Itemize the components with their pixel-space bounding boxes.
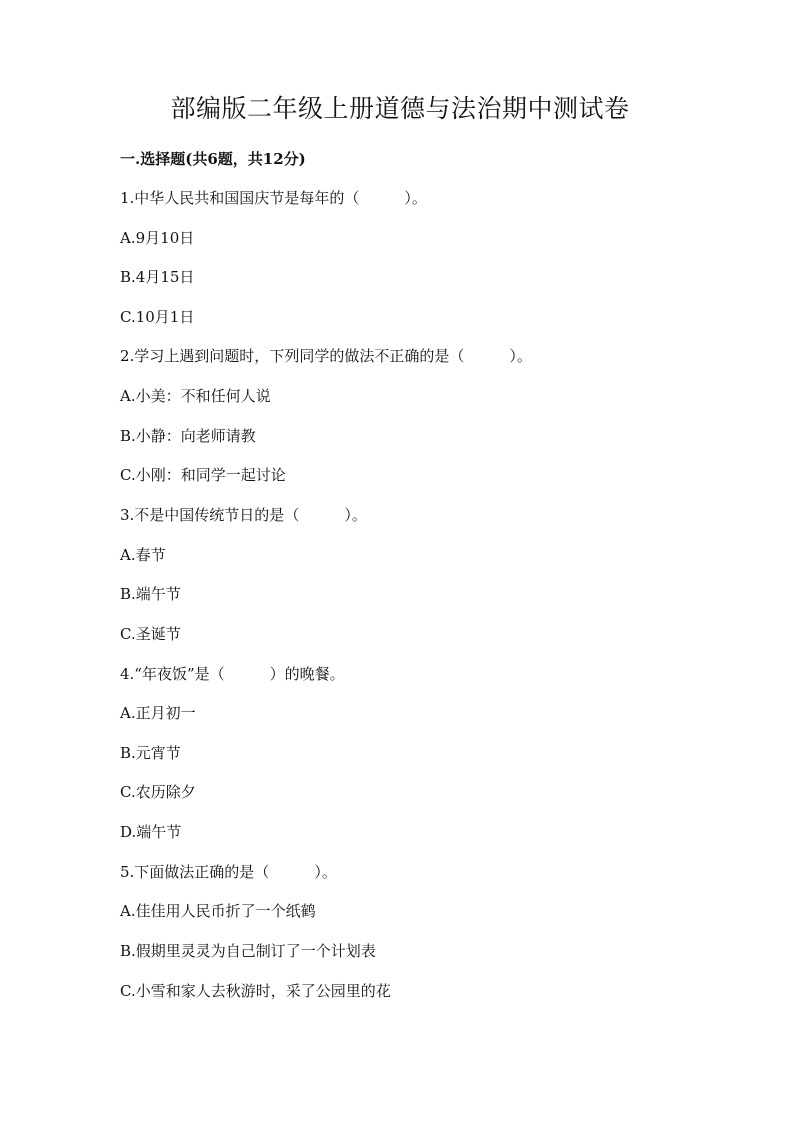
option-1a: A.9月10日 (120, 229, 195, 247)
option-4b: B.元宵节 (120, 744, 181, 762)
option-5c: C.小雪和家人去秋游时，采了公园里的花 (120, 982, 391, 1000)
option-3c: C.圣诞节 (120, 625, 181, 643)
option-1b: B.4月15日 (120, 268, 195, 286)
section-heading: 一.选择题(共6题，共12分) (120, 150, 306, 168)
question-3: 3.不是中国传统节日的是（ ）。 (120, 506, 367, 524)
question-2: 2.学习上遇到问题时，下列同学的做法不正确的是（ ）。 (120, 347, 532, 365)
question-1: 1.中华人民共和国国庆节是每年的（ ）。 (120, 189, 427, 207)
question-5: 5.下面做法正确的是（ ）。 (120, 863, 337, 881)
option-4a: A.正月初一 (120, 704, 196, 722)
option-5b: B.假期里灵灵为自己制订了一个计划表 (120, 942, 376, 960)
exam-title: 部编版二年级上册道德与法治期中测试卷 (170, 94, 630, 123)
option-4c: C.农历除夕 (120, 783, 196, 801)
option-4d: D.端午节 (120, 823, 182, 841)
question-4: 4.“年夜饭”是（ ）的晚餐。 (120, 665, 345, 683)
option-5a: A.佳佳用人民币折了一个纸鹤 (120, 902, 316, 920)
option-1c: C.10月1日 (120, 308, 195, 326)
option-2b: B.小静：向老师请教 (120, 427, 256, 445)
option-3b: B.端午节 (120, 585, 181, 603)
option-2a: A.小美：不和任何人说 (120, 387, 271, 405)
option-3a: A.春节 (120, 546, 166, 564)
option-2c: C.小刚：和同学一起讨论 (120, 466, 286, 484)
